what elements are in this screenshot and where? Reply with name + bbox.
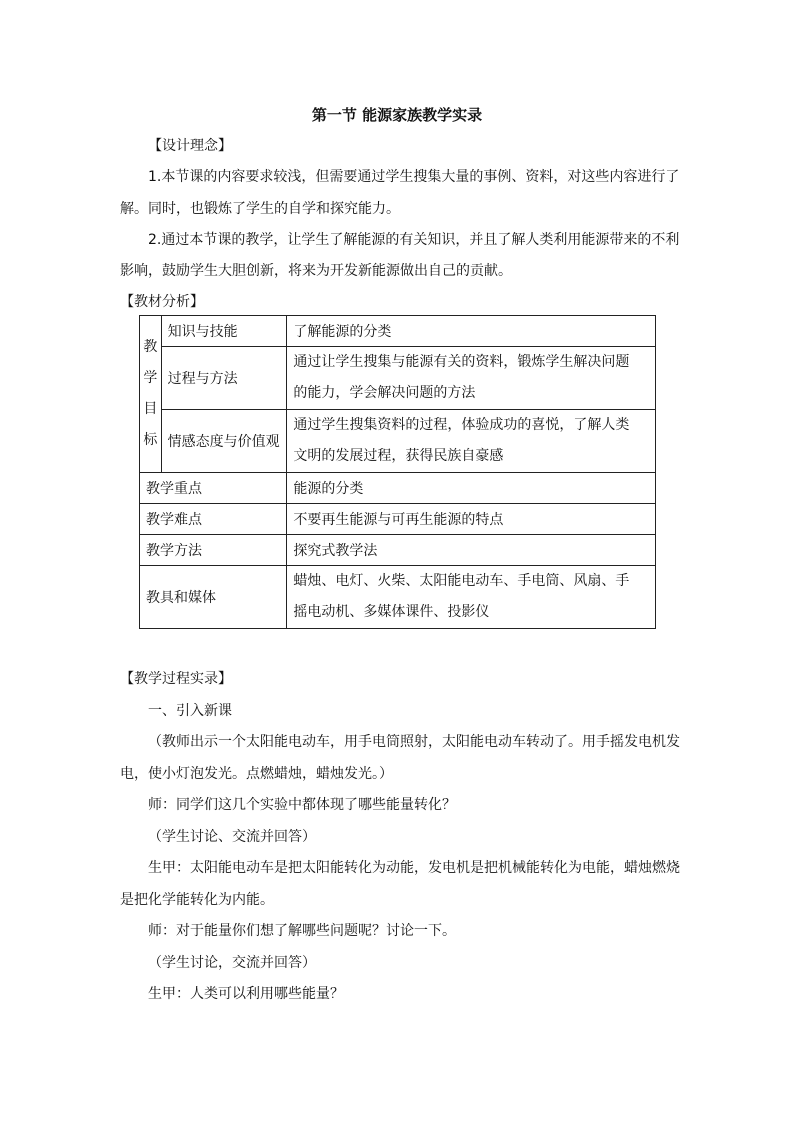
process-label: 过程与方法 — [161, 347, 287, 410]
design-heading: 【设计理念】 — [148, 138, 232, 154]
table-row — [140, 347, 656, 410]
table-row — [140, 566, 656, 629]
emotion-value-line-2: 文明的发展过程，获得民族自豪感 — [293, 448, 504, 464]
design-paragraph-2-line-1: 2.通过本节课的教学，让学生了解能源的有关知识，并且了解人类利用能源带来的不利 — [148, 232, 680, 248]
process-value-line-2: 的能力，学会解决问题的方法 — [293, 385, 476, 401]
process-heading: 【教学过程实录】 — [120, 671, 232, 687]
emotion-label: 情感态度与价值观 — [161, 410, 287, 473]
table-row — [140, 504, 656, 535]
process-line: 生甲：人类可以利用哪些能量？ — [148, 986, 344, 1002]
knowledge-label: 知识与技能 — [161, 316, 287, 347]
goal-char: 标 — [143, 432, 158, 448]
method-value: 探究式教学法 — [287, 535, 656, 566]
method-label: 教学方法 — [140, 535, 287, 566]
process-line: 师：同学们这几个实验中都体现了哪些能量转化？ — [148, 797, 456, 813]
difficulty-value: 不要再生能源与可再生能源的特点 — [287, 504, 656, 535]
design-paragraph-1-line-2: 解。同时，也锻炼了学生的自学和探究能力。 — [120, 201, 400, 217]
key-point-value: 能源的分类 — [287, 473, 656, 504]
tools-value-line-2: 摇电动机、多媒体课件、投影仪 — [293, 604, 490, 620]
teaching-goals-cell — [140, 316, 162, 473]
process-line: 电，使小灯泡发光。点燃蜡烛，蜡烛发光。） — [120, 766, 393, 782]
process-line: 师：对于能量你们想了解哪些问题呢？讨论一下。 — [148, 923, 456, 939]
table-row — [140, 410, 656, 473]
process-line: 生甲：太阳能电动车是把太阳能转化为动能，发电机是把机械能转化为电能，蜡烛燃烧 — [148, 860, 680, 876]
analysis-heading: 【教材分析】 — [120, 294, 204, 310]
goal-char: 教 — [143, 339, 158, 355]
process-line: 是把化学能转化为内能。 — [120, 892, 274, 908]
key-point-label: 教学重点 — [140, 473, 287, 504]
process-line: （学生讨论、交流并回答） — [148, 829, 316, 845]
table-row — [140, 473, 656, 504]
page-title: 第一节 能源家族教学实录 — [311, 106, 483, 124]
goal-char: 目 — [143, 401, 158, 417]
knowledge-value: 了解能源的分类 — [287, 316, 656, 347]
process-line: （学生讨论，交流并回答） — [148, 955, 316, 971]
table-row — [140, 535, 656, 566]
tools-value — [287, 566, 656, 629]
goal-char: 学 — [143, 370, 158, 386]
design-paragraph-1-line-1: 1.本节课的内容要求较浅，但需要通过学生搜集大量的事例、资料，对这些内容进行了 — [148, 169, 680, 185]
table-row — [140, 316, 656, 347]
tools-label: 教具和媒体 — [140, 566, 287, 629]
process-line: （教师出示一个太阳能电动车，用手电筒照射，太阳能电动车转动了。用手摇发电机发 — [148, 734, 680, 750]
analysis-table — [139, 315, 656, 629]
process-value-line-1: 通过让学生搜集与能源有关的资料，锻炼学生解决问题 — [293, 354, 630, 370]
design-paragraph-2-line-2: 影响，鼓励学生大胆创新，将来为开发新能源做出自己的贡献。 — [120, 263, 512, 279]
process-value — [287, 347, 656, 410]
process-section-1: 一、引入新课 — [148, 703, 232, 719]
tools-value-line-1: 蜡烛、电灯、火柴、太阳能电动车、手电筒、风扇、手 — [293, 573, 630, 589]
difficulty-label: 教学难点 — [140, 504, 287, 535]
emotion-value-line-1: 通过学生搜集资料的过程，体验成功的喜悦，了解人类 — [293, 417, 630, 433]
emotion-value — [287, 410, 656, 473]
